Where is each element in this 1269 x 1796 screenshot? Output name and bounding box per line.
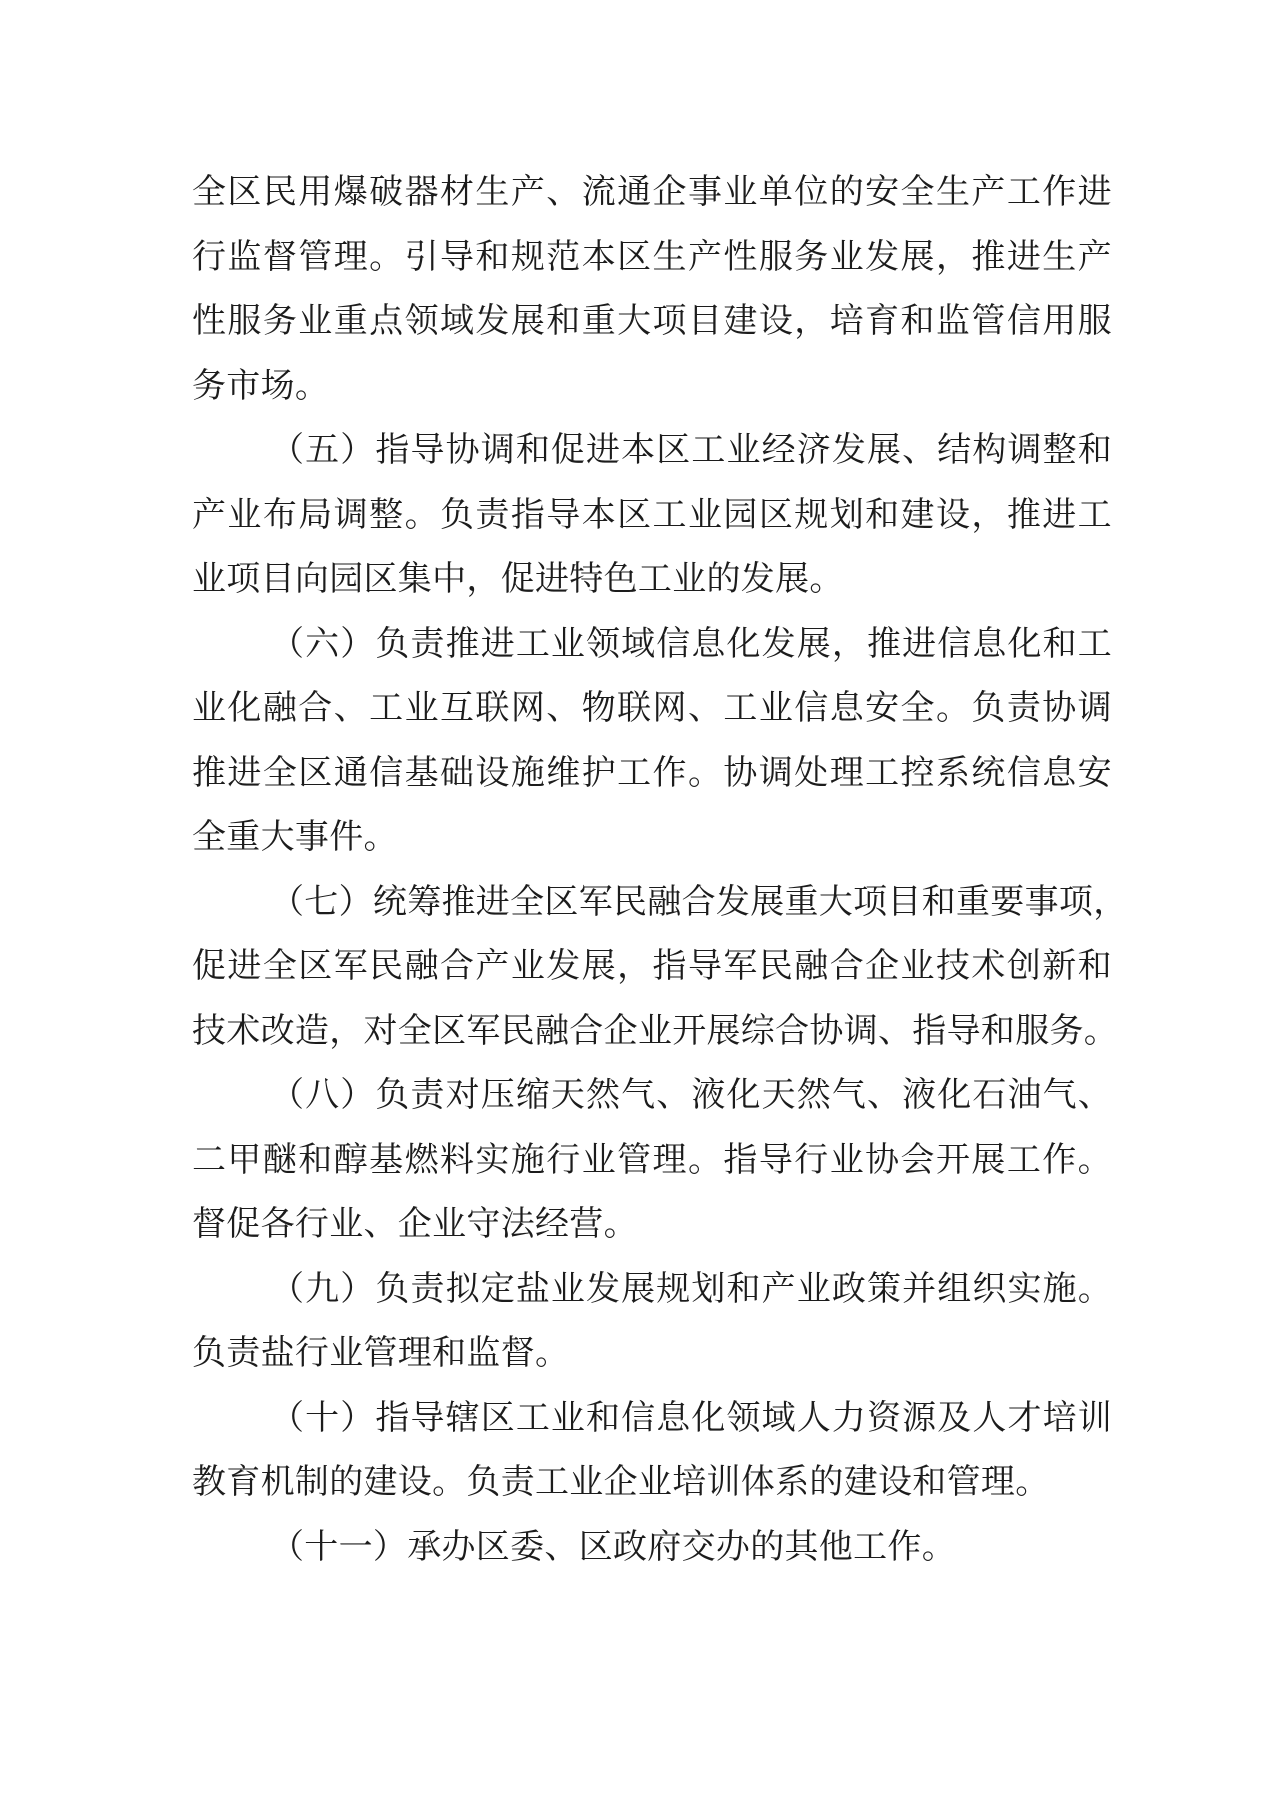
text-line: 产业布局调整。负责指导本区工业园区规划和建设，推进工 (192, 494, 1112, 535)
document-body (192, 160, 1128, 1579)
text-line: （五）指导协调和促进本区工业经济发展、结构调整和 (270, 430, 1112, 470)
text-line: 二甲醚和醇基燃料实施行业管理。指导行业协会开展工作。 (192, 1139, 1112, 1180)
text-line: 督促各行业、企业守法经营。 (192, 1204, 638, 1244)
text-line: （七）统筹推进全区军民融合发展重大项目和重要事项， (270, 881, 1128, 922)
text-line: 业化融合、工业互联网、物联网、工业信息安全。负责协调 (192, 688, 1112, 728)
paragraph-item-7 (192, 870, 1128, 1064)
paragraph-item-10 (192, 1386, 1112, 1515)
paragraph-item-9 (192, 1257, 1112, 1386)
text-line: （十）指导辖区工业和信息化领域人力资源及人才培训 (270, 1397, 1112, 1438)
paragraph-continuation (192, 160, 1112, 418)
text-line: 行监督管理。引导和规范本区生产性服务业发展，推进生产 (192, 236, 1112, 277)
text-line: 推进全区通信基础设施维护工作。协调处理工控系统信息安 (192, 752, 1112, 793)
text-line: （九）负责拟定盐业发展规划和产业政策并组织实施。 (270, 1268, 1112, 1309)
paragraph-item-8 (192, 1063, 1112, 1257)
paragraph-item-11 (192, 1515, 1112, 1580)
text-line: 全区民用爆破器材生产、流通企事业单位的安全生产工作进 (192, 172, 1112, 212)
text-line: （八）负责对压缩天然气、液化天然气、液化石油气、 (270, 1075, 1112, 1115)
text-line: 负责盐行业管理和监督。 (192, 1333, 570, 1373)
text-line: 教育机制的建设。负责工业企业培训体系的建设和管理。 (192, 1462, 1050, 1502)
text-line: 业项目向园区集中，促进特色工业的发展。 (192, 559, 844, 599)
text-line: （十一）承办区委、区政府交办的其他工作。 (270, 1526, 956, 1567)
text-line: 性服务业重点领域发展和重大项目建设，培育和监管信用服 (192, 301, 1112, 341)
text-line: （六）负责推进工业领域信息化发展，推进信息化和工 (270, 623, 1112, 664)
text-line: 务市场。 (192, 365, 330, 406)
text-line: 促进全区军民融合产业发展，指导军民融合企业技术创新和 (192, 946, 1112, 986)
paragraph-item-5 (192, 418, 1112, 612)
text-line: 技术改造，对全区军民融合企业开展综合协调、指导和服务。 (192, 1010, 1119, 1051)
text-line: 全重大事件。 (192, 817, 398, 857)
paragraph-item-6 (192, 612, 1112, 870)
